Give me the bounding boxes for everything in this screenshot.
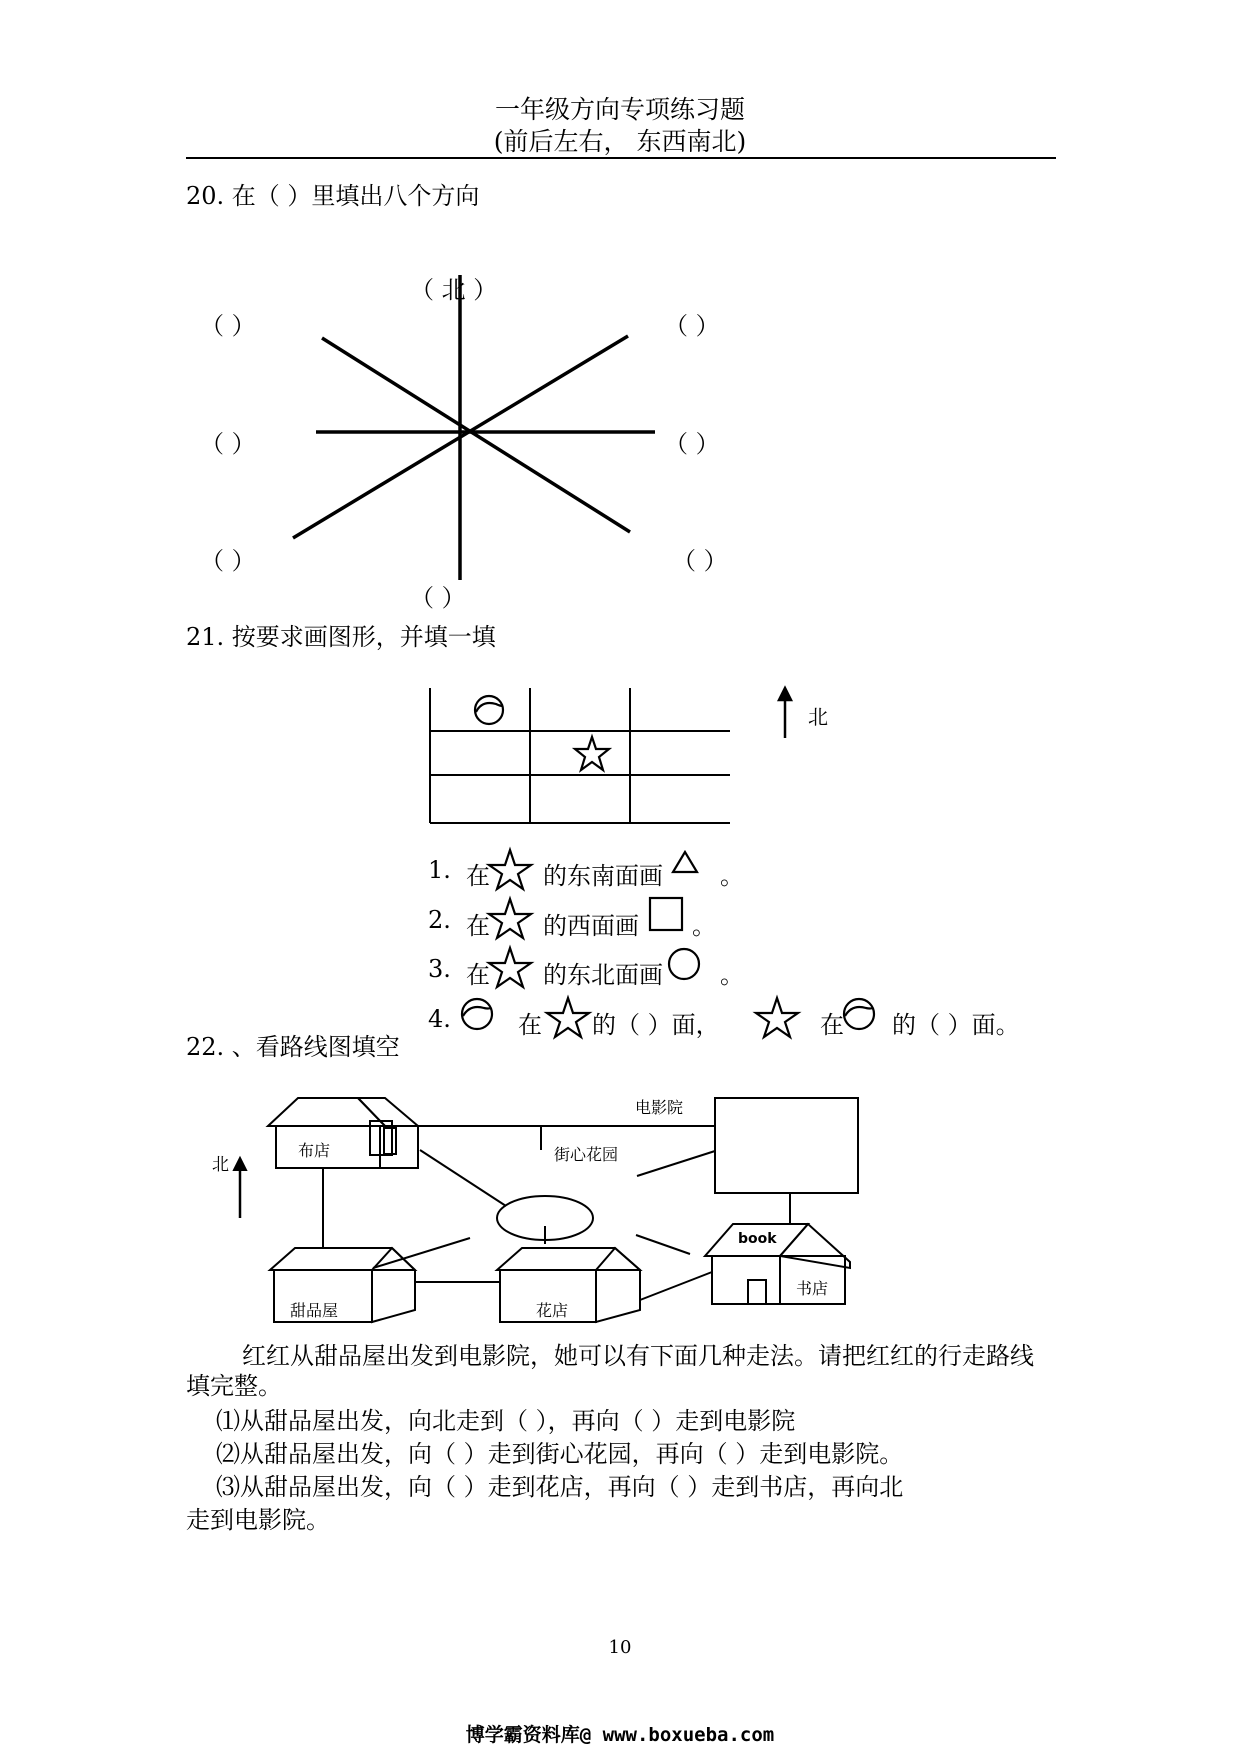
bookstore-building bbox=[705, 1224, 850, 1304]
item2-mid: 的西面画 bbox=[543, 912, 639, 940]
item1-number: 1. bbox=[428, 856, 451, 884]
page-title: 一年级方向专项练习题 bbox=[494, 95, 745, 124]
item2-pre: 在 bbox=[466, 912, 490, 940]
page-subtitle: (前后左右， 东西南北) bbox=[493, 127, 747, 156]
question-20-label: 20. 在（ ）里填出八个方向 bbox=[186, 182, 480, 210]
q22-intro-line2: 填完整。 bbox=[186, 1372, 282, 1400]
item4-at2: 在 bbox=[820, 1011, 844, 1039]
compass-southwest-blank[interactable]: （ ） bbox=[200, 547, 256, 575]
q22-intro-line1: 红红从甜品屋出发到电影院，她可以有下面几种走法。请把红红的行走路线 bbox=[242, 1342, 1034, 1370]
item1-post: 。 bbox=[720, 862, 744, 890]
cloth-store-label: 布店 bbox=[298, 1141, 331, 1160]
dessert-house-label: 甜品屋 bbox=[290, 1301, 339, 1320]
item4-of2[interactable]: 的（ ）面。 bbox=[892, 1011, 1020, 1039]
garden-label: 街心花园 bbox=[554, 1145, 619, 1164]
item3-pre: 在 bbox=[466, 961, 490, 989]
q22-question-3-line2: 走到电影院。 bbox=[186, 1506, 330, 1534]
item3-post: 。 bbox=[720, 961, 744, 989]
page-number: 10 bbox=[608, 1637, 632, 1658]
compass-northeast-blank[interactable]: （ ） bbox=[664, 312, 720, 340]
book-sign-label: book bbox=[738, 1231, 777, 1247]
q22-question-1[interactable]: ⑴从甜品屋出发，向北走到（ ），再向（ ）走到电影院 bbox=[216, 1407, 796, 1435]
item4-of1[interactable]: 的（ ）面， bbox=[592, 1011, 720, 1039]
flower-shop-label: 花店 bbox=[536, 1301, 569, 1320]
compass-southeast-blank[interactable]: （ ） bbox=[672, 547, 728, 575]
map-north-label: 北 bbox=[212, 1155, 229, 1175]
item3-mid: 的东北面画 bbox=[543, 961, 663, 989]
compass-northwest-blank[interactable]: （ ） bbox=[200, 312, 256, 340]
compass-west-blank[interactable]: （ ） bbox=[200, 430, 256, 458]
cinema-label: 电影院 bbox=[635, 1098, 684, 1117]
item2-post: 。 bbox=[692, 912, 716, 940]
map-north-arrow-icon bbox=[234, 1158, 246, 1218]
flower-shop-building bbox=[497, 1248, 640, 1322]
item1-mid: 的东南面画 bbox=[543, 862, 663, 890]
site-footer: 博学霸资料库@ www.boxueba.com bbox=[465, 1724, 775, 1746]
compass-east-blank[interactable]: （ ） bbox=[664, 430, 720, 458]
cinema-building bbox=[715, 1098, 858, 1193]
bookstore-label: 书店 bbox=[796, 1279, 829, 1298]
item3-number: 3. bbox=[428, 955, 451, 983]
q22-question-2[interactable]: ⑵从甜品屋出发，向（ ）走到街心花园，再向（ ）走到电影院。 bbox=[216, 1440, 904, 1468]
item4-number: 4. bbox=[428, 1005, 451, 1033]
grid-north-label: 北 bbox=[808, 705, 828, 729]
compass-south-blank[interactable]: （ ） bbox=[410, 584, 466, 612]
question-21-label: 21. 按要求画图形，并填一填 bbox=[186, 623, 496, 651]
q22-question-3-line1[interactable]: ⑶从甜品屋出发，向（ ）走到花店，再向（ ）走到书店，再向北 bbox=[216, 1473, 904, 1501]
item1-pre: 在 bbox=[466, 862, 490, 890]
item2-number: 2. bbox=[428, 906, 451, 934]
compass-north-blank[interactable]: （ 北 ） bbox=[410, 276, 498, 304]
cloth-store-building bbox=[268, 1098, 418, 1168]
item4-at: 在 bbox=[518, 1011, 542, 1039]
question-22-label: 22. 、看路线图填空 bbox=[186, 1033, 400, 1061]
